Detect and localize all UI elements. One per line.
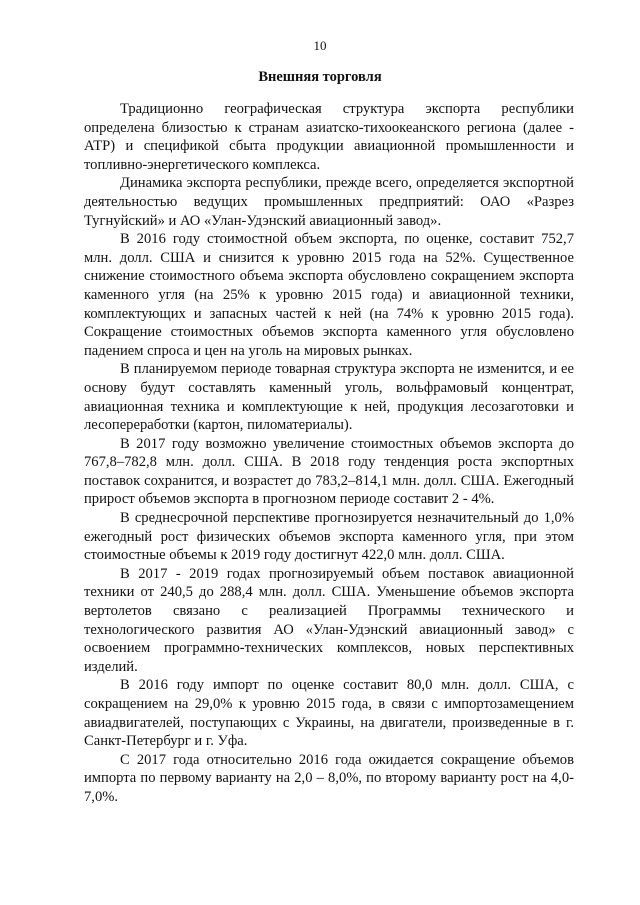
paragraph: Динамика экспорта республики, прежде всего, определяется экспортной деятельностью ведущих промышленных предприятий: ОАО «Разрез Тугнуйский» и АО «Улан-Удэнский авиационный завод». xyxy=(84,175,574,229)
paragraph: В 2016 году импорт по оценке составит 80,0 млн. долл. США, с сокращением на 29,0% к уровню 2015 года, в связи с импортозамещением авиадвигателей, поступающих с Украины, на двигатели, произведенные в г. Санкт-Петербург и г. Уфа. xyxy=(84,677,574,750)
section-title: Внешняя торговля xyxy=(258,69,382,85)
page-number: 10 xyxy=(313,38,327,53)
paragraph: Традиционно географическая структура экспорта республики определена близостью к странам азиатско-тихоокеанского региона (далее - АТР) и спецификой сбыта продукции авиационной промышленности и топливно-энергетического комплекса. xyxy=(84,101,574,173)
paragraph: В 2017 году возможно увеличение стоимостных объемов экспорта до 767,8–782,8 млн. долл. США. В 2018 году тенденция роста экспортных поставок сохранится, и возрастет до 783,2–814,1 млн. долл. США. Ежегодный прирост объемов экспорта в прогнозном периоде составит 2 - 4%. xyxy=(84,435,574,508)
paragraph: В 2017 - 2019 годах прогнозируемый объем поставок авиационной техники от 240,5 до 288,4 млн. долл. США. Уменьшение объемов экспорта вертолетов связано с реализацией Программы технического и технологического развития АО «Улан-Удэнский авиационный завод» с освоением программно-технических комплексов, новых перспективных изделий. xyxy=(84,565,574,675)
paragraph: В планируемом периоде товарная структура экспорта не изменится, и ее основу будут составлять каменный уголь, вольфрамовый концентрат, авиационная техника и комплектующие к ней, продукция лесозаготовки и лесопереработки (картон, пиломатериалы). xyxy=(84,361,574,434)
paragraph: С 2017 года относительно 2016 года ожидается сокращение объемов импорта по первому варианту на 2,0 – 8,0%, по второму варианту рост на 4,0-7,0%. xyxy=(84,751,574,805)
document-body xyxy=(84,100,574,807)
paragraph: В среднесрочной перспективе прогнозируется незначительный до 1,0% ежегодный рост физических объемов экспорта каменного угля, при этом стоимостные объемы к 2019 году достигнут 422,0 млн. долл. США. xyxy=(84,510,574,564)
paragraph: В 2016 году стоимостной объем экспорта, по оценке, составит 752,7 млн. долл. США и снизится к уровню 2015 года на 52%. Существенное снижение стоимостного объема экспорта обусловлено сокращением экспорта каменного угля (на 25% к уровню 2015 года) и авиационной техники, комплектующих и запасных частей к ней (на 74% к уровню 2015 года). Сокращение стоимостных объемов экспорта каменного угля обусловлено падением спроса и цен на уголь на мировых рынках. xyxy=(84,231,574,359)
